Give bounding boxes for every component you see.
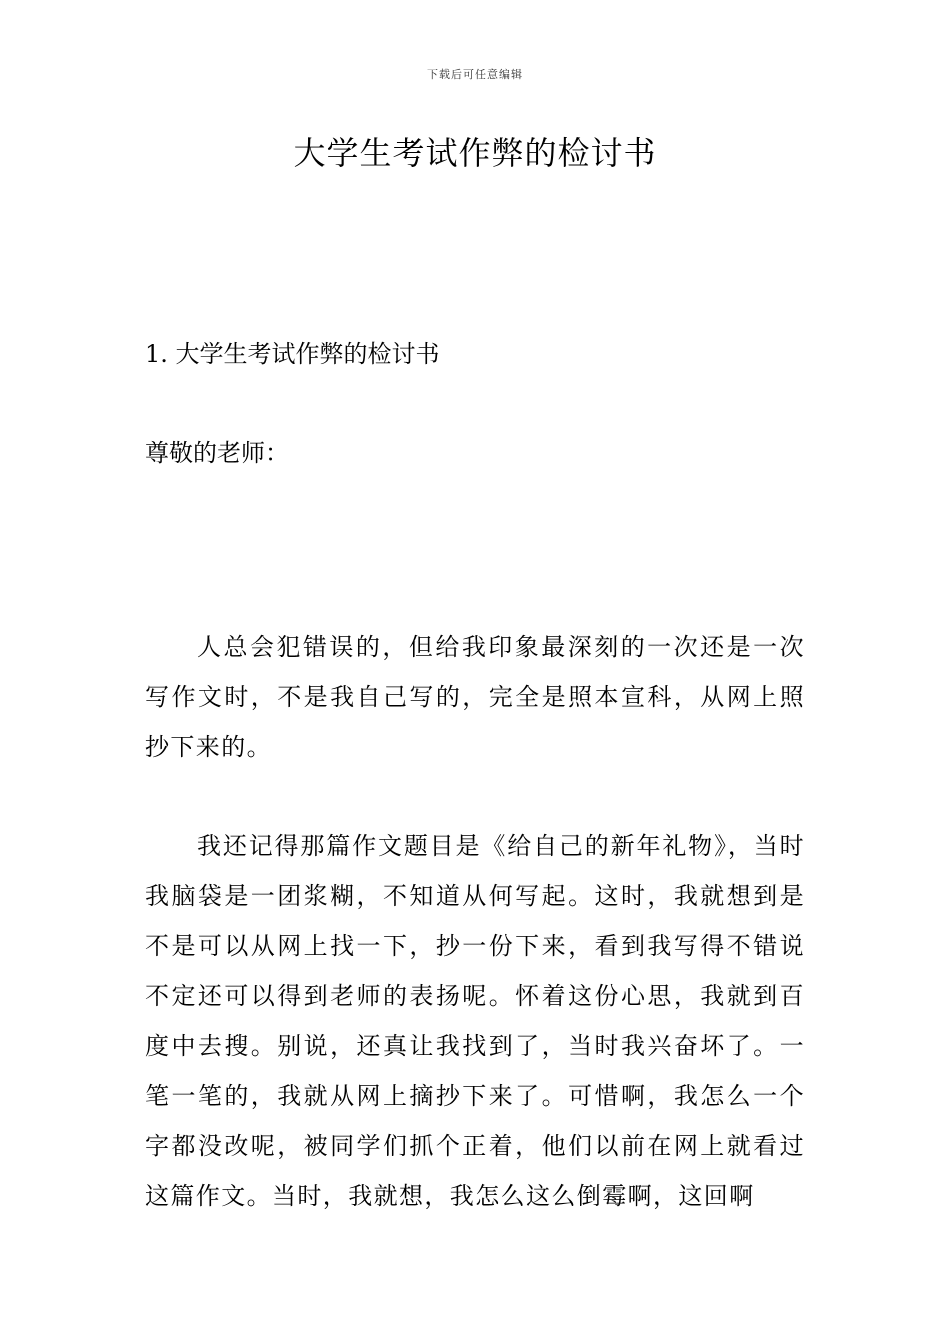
paragraph-2: 我还记得那篇作文题目是《给自己的新年礼物》，当时我脑袋是一团浆糊，不知道从何写起。这时，我就想到是不是可以从网上找一下，抄一份下来，看到我写得不错说不定还可以得到老师的表扬呢。怀着这份心思，我就到百度中去搜。别说，还真让我找到了，当时我兴奋坏了。一笔一笔的，我就从网上摘抄下来了。可惜啊，我怎么一个字都没改呢，被同学们抓个正着，他们以前在网上就看过这篇作文。当时，我就想，我怎么这么倒霉啊，这回啊 xyxy=(145,832,805,1210)
section-heading: 1. 大学生考试作弊的检讨书 xyxy=(145,340,440,368)
paragraph-1: 人总会犯错误的，但给我印象最深刻的一次还是一次写作文时，不是我自己写的，完全是照本宣科，从网上照抄下来的。 xyxy=(145,633,805,761)
document-title: 大学生考试作弊的检讨书 xyxy=(293,134,657,172)
header-note: 下载后可任意编辑 xyxy=(427,68,523,81)
salutation: 尊敬的老师： xyxy=(145,439,289,467)
